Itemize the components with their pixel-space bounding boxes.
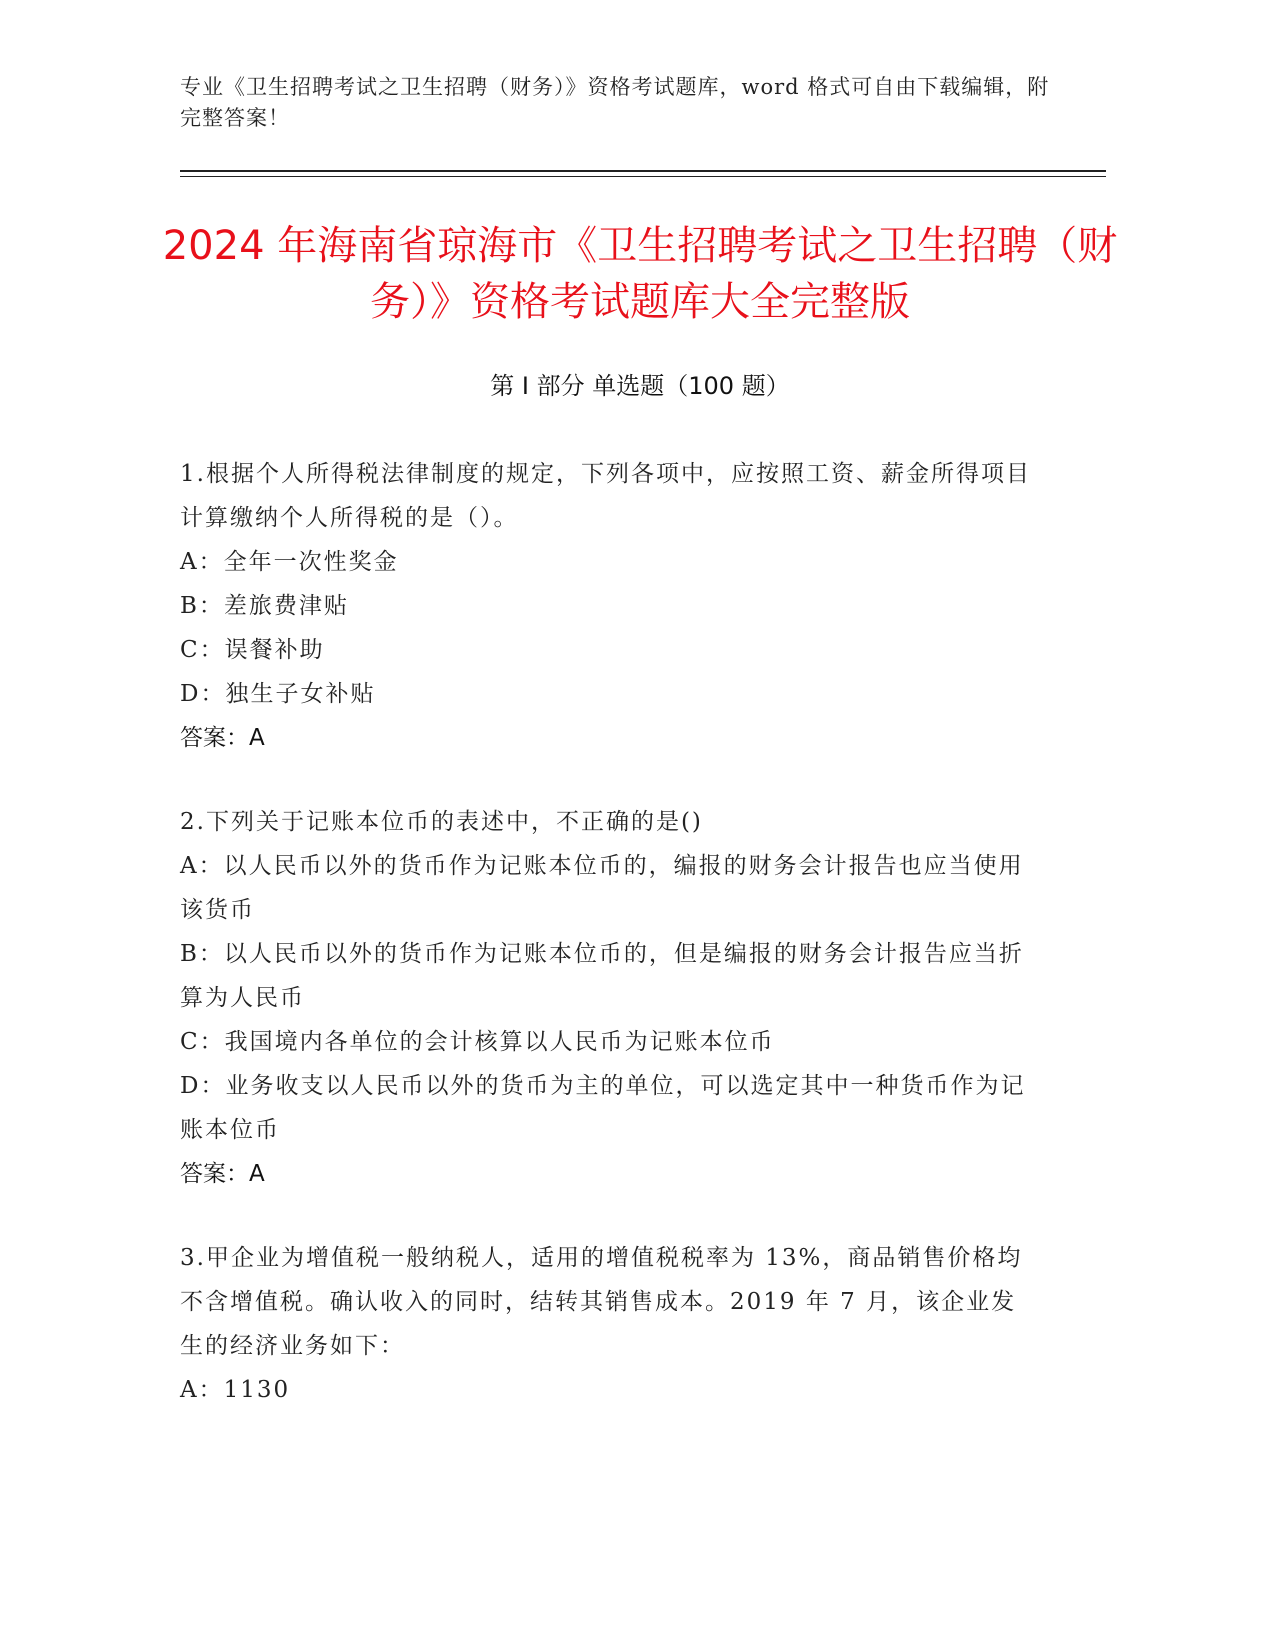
question-item <box>180 452 1040 760</box>
header-divider <box>180 170 1106 172</box>
question-stem: 3.甲企业为增值税一般纳税人，适用的增值税税率为 13%，商品销售价格均不含增值税。确认收入的同时，结转其销售成本。2019 年 7 月，该企业发生的经济业务如下： <box>180 1245 1023 1359</box>
question-stem: 1.根据个人所得税法律制度的规定，下列各项中，应按照工资、薪金所得项目计算缴纳个人所得税的是（）。 <box>180 461 1031 531</box>
question-list <box>180 452 1040 1452</box>
option-c: C：我国境内各单位的会计核算以人民币为记账本位币 <box>180 1029 775 1055</box>
document-title: 2024 年海南省琼海市《卫生招聘考试之卫生招聘（财务）》资格考试题库大全完整版 <box>162 223 1118 325</box>
question-stem: 2.下列关于记账本位币的表述中，不正确的是() <box>180 809 703 835</box>
option-d: D：业务收支以人民币以外的货币为主的单位，可以选定其中一种货币作为记账本位币 <box>180 1073 1026 1143</box>
option-d: D：独生子女补贴 <box>180 681 376 707</box>
section-title: 第 I 部分 单选题（100 题） <box>490 372 790 400</box>
answer-label: 答案：A <box>180 725 265 751</box>
option-b: B：以人民币以外的货币作为记账本位币的，但是编报的财务会计报告应当折算为人民币 <box>180 941 1024 1011</box>
question-item <box>180 1236 1040 1412</box>
header-note: 专业《卫生招聘考试之卫生招聘（财务）》资格考试题库，word 格式可自由下载编辑，附完整答案！ <box>180 75 1050 130</box>
option-a: A：全年一次性奖金 <box>180 549 399 575</box>
option-c: C：误餐补助 <box>180 637 325 663</box>
header-divider-thin <box>180 176 1106 177</box>
option-a: A：1130 <box>180 1377 291 1403</box>
option-a: A：以人民币以外的货币作为记账本位币的，编报的财务会计报告也应当使用该货币 <box>180 853 1024 923</box>
question-item <box>180 800 1040 1196</box>
answer-label: 答案：A <box>180 1161 265 1187</box>
option-b: B：差旅费津贴 <box>180 593 349 619</box>
